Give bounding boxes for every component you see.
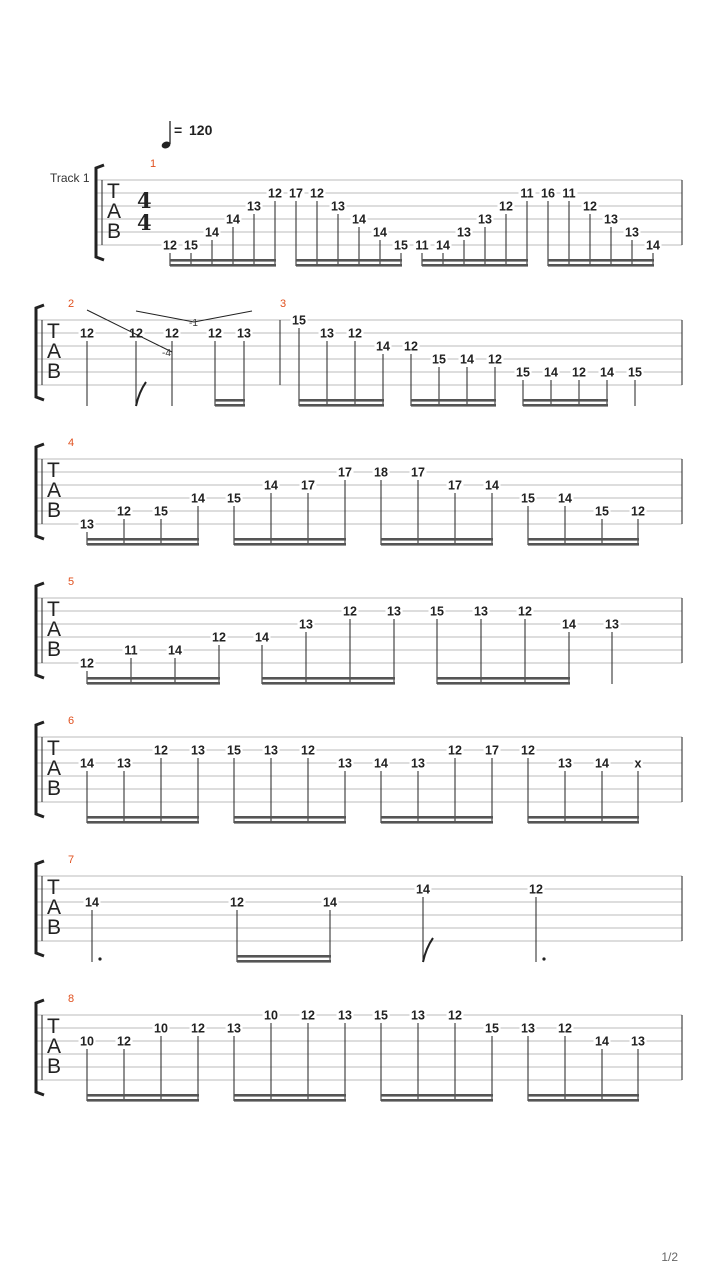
bar-number: 1 (150, 158, 157, 170)
beam (528, 543, 639, 546)
fret-number: 12 (310, 186, 324, 201)
fret-number: 12 (301, 743, 315, 758)
system-bracket (96, 165, 104, 260)
fret-number: 13 (247, 199, 261, 214)
fret-number: 10 (80, 1034, 94, 1049)
fret-number: 17 (338, 465, 352, 480)
fret-number: 13 (117, 756, 131, 771)
bar-number: 3 (280, 298, 287, 310)
beam (87, 1094, 199, 1097)
fret-number: 14 (436, 238, 450, 253)
beam (411, 404, 496, 407)
beam (523, 404, 608, 407)
beam (237, 960, 331, 963)
fret-number: 12 (583, 199, 597, 214)
fret-number: 10 (154, 1021, 168, 1036)
fret-number: 14 (600, 365, 614, 380)
fret-number: 12 (117, 1034, 131, 1049)
fret-number: 12 (165, 326, 179, 341)
fret-number: 14 (226, 212, 240, 227)
beam (528, 1099, 639, 1102)
beam (234, 1099, 346, 1102)
fret-number: 12 (348, 326, 362, 341)
fret-number: 14 (376, 339, 390, 354)
fret-number: 13 (411, 756, 425, 771)
fret-number: 14 (352, 212, 366, 227)
fret-number: 15 (292, 313, 306, 328)
tab-letter: T (107, 180, 120, 203)
beam (87, 543, 199, 546)
fret-number: 12 (208, 326, 222, 341)
beam (234, 821, 346, 824)
fret-number: 12 (117, 504, 131, 519)
time-signature-numerator: 4 (137, 188, 152, 213)
fret-number: 14 (416, 882, 430, 897)
beam (528, 1094, 639, 1097)
fret-number: 17 (301, 478, 315, 493)
fret-number: 12 (518, 604, 532, 619)
system-bracket (36, 583, 44, 678)
fret-number: 13 (478, 212, 492, 227)
beam (523, 399, 608, 402)
fret-number: 14 (205, 225, 219, 240)
bar-number: 5 (68, 576, 75, 588)
note-flag (423, 938, 433, 962)
beam (528, 821, 639, 824)
fret-number: 13 (331, 199, 345, 214)
tempo-marking (161, 121, 213, 150)
fret-number: 15 (516, 365, 530, 380)
beam (234, 816, 346, 819)
fret-number: 15 (184, 238, 198, 253)
fret-number: 14 (264, 478, 278, 493)
bar-number: 6 (68, 715, 75, 727)
beam (262, 682, 395, 685)
fret-number: 14 (323, 895, 337, 910)
tab-letter: A (47, 479, 62, 502)
tab-letter: B (47, 360, 62, 383)
fret-number: 13 (80, 517, 94, 532)
fret-number: 13 (338, 756, 352, 771)
beam (381, 1094, 493, 1097)
tab-letter: A (47, 896, 62, 919)
beam (437, 677, 570, 680)
fret-number: 13 (191, 743, 205, 758)
tab-system (36, 854, 682, 963)
fret-number: 13 (411, 1008, 425, 1023)
tab-letter: A (47, 340, 62, 363)
fret-number: 13 (625, 225, 639, 240)
note-flag (136, 382, 146, 406)
fret-number: 12 (631, 504, 645, 519)
fret-number: 13 (558, 756, 572, 771)
rhythm-dot (98, 957, 101, 960)
beam (87, 816, 199, 819)
fret-number: 12 (343, 604, 357, 619)
beam (296, 264, 402, 267)
tab-systems (36, 158, 682, 1102)
beam (87, 538, 199, 541)
fret-number: 15 (595, 504, 609, 519)
track-label: Track 1 (50, 171, 90, 185)
fret-number: 12 (80, 656, 94, 671)
beam (548, 259, 654, 262)
beam (381, 821, 493, 824)
fret-number: 12 (268, 186, 282, 201)
tab-system (96, 158, 682, 267)
fret-number: 14 (191, 491, 205, 506)
beam (170, 259, 276, 262)
fret-number: 15 (432, 352, 446, 367)
fret-number: 11 (562, 186, 576, 201)
beam (262, 677, 395, 680)
fret-number: 18 (374, 465, 388, 480)
fret-number: 14 (558, 491, 572, 506)
tab-letter: B (47, 499, 62, 522)
fret-number: 12 (521, 743, 535, 758)
beam (437, 682, 570, 685)
tab-letter: A (47, 1035, 62, 1058)
tab-letter: B (47, 916, 62, 939)
beam (299, 404, 384, 407)
fret-number: 15 (521, 491, 535, 506)
dead-note: x (634, 756, 642, 771)
fret-number: 14 (80, 756, 94, 771)
tempo-bpm: 120 (189, 122, 213, 138)
fret-number: 13 (237, 326, 251, 341)
system-bracket (36, 305, 44, 400)
fret-number: 12 (80, 326, 94, 341)
beam (411, 399, 496, 402)
fret-number: 14 (595, 1034, 609, 1049)
fret-number: 15 (227, 743, 241, 758)
beam (234, 538, 346, 541)
beam (528, 538, 639, 541)
beam (87, 1099, 199, 1102)
beam (422, 259, 528, 262)
tab-system (36, 715, 682, 824)
fret-number: 14 (562, 617, 576, 632)
bend-label: -1 (189, 318, 198, 329)
tab-letter: B (47, 1055, 62, 1078)
fret-number: 12 (230, 895, 244, 910)
fret-number: 15 (154, 504, 168, 519)
fret-number: 15 (430, 604, 444, 619)
fret-number: 12 (163, 238, 177, 253)
beam (234, 543, 346, 546)
fret-number: 14 (168, 643, 182, 658)
beam (381, 816, 493, 819)
beam (299, 399, 384, 402)
bar-number: 2 (68, 298, 75, 310)
fret-number: 12 (558, 1021, 572, 1036)
tab-letter: T (47, 598, 60, 621)
page-number: 1/2 (661, 1250, 678, 1264)
bar-number: 7 (68, 854, 75, 866)
fret-number: 15 (374, 1008, 388, 1023)
beam (381, 538, 493, 541)
fret-number: 17 (411, 465, 425, 480)
fret-number: 17 (485, 743, 499, 758)
system-bracket (36, 444, 44, 539)
fret-number: 14 (460, 352, 474, 367)
fret-number: 14 (374, 756, 388, 771)
fret-number: 15 (227, 491, 241, 506)
fret-number: 12 (154, 743, 168, 758)
fret-number: 16 (541, 186, 555, 201)
fret-number: 15 (628, 365, 642, 380)
tempo-equals: = (174, 122, 183, 138)
fret-number: 13 (474, 604, 488, 619)
bar-number: 8 (68, 993, 75, 1005)
fret-number: 14 (595, 756, 609, 771)
bend-label: -4 (162, 348, 171, 359)
tab-system (36, 993, 682, 1102)
fret-number: 12 (529, 882, 543, 897)
fret-number: 15 (485, 1021, 499, 1036)
fret-number: 12 (448, 743, 462, 758)
time-signature-denominator: 4 (137, 210, 152, 235)
fret-number: 12 (448, 1008, 462, 1023)
fret-number: 13 (264, 743, 278, 758)
fret-number: 15 (394, 238, 408, 253)
fret-number: 13 (631, 1034, 645, 1049)
beam (381, 1099, 493, 1102)
beam (87, 677, 220, 680)
beam (215, 404, 245, 407)
fret-number: 12 (572, 365, 586, 380)
fret-number: 14 (485, 478, 499, 493)
tab-letter: T (47, 459, 60, 482)
beam (237, 955, 331, 958)
fret-number: 12 (404, 339, 418, 354)
beam (87, 821, 199, 824)
beam (87, 682, 220, 685)
fret-number: 14 (544, 365, 558, 380)
fret-number: 12 (212, 630, 226, 645)
fret-number: 13 (457, 225, 471, 240)
beam (548, 264, 654, 267)
beam (422, 264, 528, 267)
system-bracket (36, 1000, 44, 1095)
tab-system (36, 576, 682, 685)
fret-number: 13 (227, 1021, 241, 1036)
tab-system (36, 298, 682, 407)
fret-number: 14 (255, 630, 269, 645)
fret-number: 17 (448, 478, 462, 493)
fret-number: 13 (387, 604, 401, 619)
fret-number: 11 (520, 186, 534, 201)
fret-number: 12 (488, 352, 502, 367)
fret-number: 13 (605, 617, 619, 632)
tab-letter: T (47, 876, 60, 899)
beam (296, 259, 402, 262)
fret-number: 13 (604, 212, 618, 227)
fret-number: 12 (499, 199, 513, 214)
tab-letter: T (47, 1015, 60, 1038)
tab-system (36, 437, 682, 546)
system-bracket (36, 722, 44, 817)
beam (215, 399, 245, 402)
fret-number: 14 (373, 225, 387, 240)
fret-number: 11 (415, 238, 429, 253)
fret-number: 12 (129, 326, 143, 341)
tab-letter: B (47, 638, 62, 661)
beam (170, 264, 276, 267)
fret-number: 13 (320, 326, 334, 341)
beam (381, 543, 493, 546)
fret-number: 13 (521, 1021, 535, 1036)
fret-number: 10 (264, 1008, 278, 1023)
bar-number: 4 (68, 437, 75, 449)
tab-letter: A (47, 757, 62, 780)
fret-number: 13 (338, 1008, 352, 1023)
tab-letter: A (47, 618, 62, 641)
tab-letter: T (47, 320, 60, 343)
system-bracket (36, 861, 44, 956)
beam (528, 816, 639, 819)
fret-number: 13 (299, 617, 313, 632)
beam (234, 1094, 346, 1097)
fret-number: 12 (301, 1008, 315, 1023)
fret-number: 14 (646, 238, 660, 253)
tab-letter: B (47, 777, 62, 800)
fret-number: 17 (289, 186, 303, 201)
tab-letter: T (47, 737, 60, 760)
fret-number: 11 (124, 643, 138, 658)
fret-number: 14 (85, 895, 99, 910)
fret-number: 12 (191, 1021, 205, 1036)
tab-letter: A (107, 200, 122, 223)
tab-letter: B (107, 220, 122, 243)
rhythm-dot (542, 957, 545, 960)
